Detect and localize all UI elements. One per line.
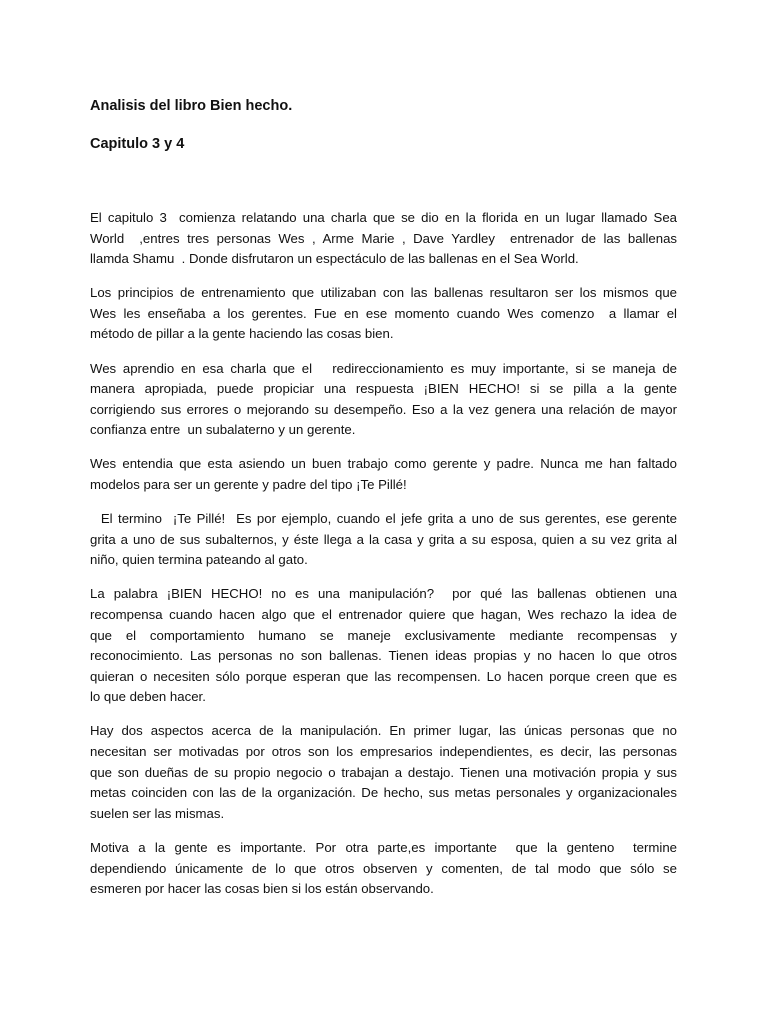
body-paragraph: [90, 454, 677, 495]
paragraph-line: Los principios de entrenamiento que utilizaban con las ballenas resultaron ser los mismos que: [90, 285, 677, 301]
paragraph-line: que el comportamiento humano se maneje exclusivamente mediante recompensas y: [90, 627, 677, 643]
paragraph-line: Wes entendia que esta asiendo un buen trabajo como gerente y padre. Nunca me han faltado: [90, 456, 677, 472]
paragraph-line: metas coinciden con las de la organización. De hecho, sus metas personales y organizacionales: [90, 785, 677, 801]
paragraph-line: Hay dos aspectos acerca de la manipulación. En primer lugar, las únicas personas que no: [90, 723, 677, 739]
paragraph-line: quieran o necesiten sólo porque esperan que las recompensen. Lo hacen porque creen que es: [90, 668, 677, 684]
body-paragraph: [90, 208, 677, 270]
paragraph-line: El termino ¡Te Pillé! Es por ejemplo, cuando el jefe grita a uno de sus gerentes, ese gerente: [90, 511, 677, 527]
paragraph-line: dependiendo únicamente de lo que otros observen y comenten, de tal modo que sólo se: [90, 860, 677, 876]
paragraph-line: Motiva a la gente es importante. Por otra parte,es importante que la genteno termine: [90, 839, 677, 855]
paragraph-line: llamda Shamu . Donde disfrutaron un espectáculo de las ballenas en el Sea World.: [90, 251, 579, 267]
paragraph-line: Wes les enseñaba a los gerentes. Fue en ese momento cuando Wes comenzo a llamar el: [90, 305, 677, 321]
paragraph-line: World ,entres tres personas Wes , Arme Marie , Dave Yardley entrenador de las ballenas: [90, 230, 677, 246]
paragraph-line: necesitan ser motivadas por otros son los empresarios independientes, es decir, las personas: [90, 744, 677, 760]
body-paragraph: [90, 509, 677, 571]
document-body: [90, 208, 677, 913]
paragraph-line: La palabra ¡BIEN HECHO! no es una manipulación? por qué las ballenas obtienen una: [90, 586, 677, 602]
paragraph-line: niño, quien termina pateando al gato.: [90, 552, 308, 568]
document-title: Analisis del libro Bien hecho.: [90, 98, 293, 114]
body-paragraph: [90, 838, 677, 900]
paragraph-line: esmeren por hacer las cosas bien si los están observando.: [90, 881, 434, 897]
paragraph-line: confianza entre un subalaterno y un gerente.: [90, 422, 356, 438]
body-paragraph: [90, 721, 677, 824]
paragraph-line: El capitulo 3 comienza relatando una charla que se dio en la florida en un lugar llamado Sea: [90, 210, 677, 225]
body-paragraph: [90, 359, 677, 441]
paragraph-line: suelen ser las mismas.: [90, 805, 225, 821]
chapter-heading: Capitulo 3 y 4: [90, 136, 185, 152]
body-paragraph: [90, 584, 677, 708]
paragraph-line: Wes aprendio en esa charla que el redireccionamiento es muy importante, si se maneja de: [90, 360, 677, 376]
paragraph-line: recompensa cuando hacen algo que el entrenador quiere que hagan, Wes rechazo la idea de: [90, 607, 677, 622]
paragraph-line: corrigiendo sus errores o mejorando su desempeño. Eso a la vez genera una relación de mayor: [90, 401, 677, 417]
paragraph-line: lo que deben hacer.: [90, 689, 206, 705]
paragraph-line: grita a uno de sus subalternos, y éste llega a la casa y grita a su esposa, quien a su vez grita al: [90, 531, 677, 547]
paragraph-line: método de pillar a la gente haciendo las cosas bien.: [90, 326, 394, 342]
paragraph-line: reconocimiento. Las personas no son ballenas. Tienen ideas propias y no hacen lo que otros: [90, 648, 677, 664]
paragraph-line: manera apropiada, puede propiciar una respuesta ¡BIEN HECHO! si se pilla a la gente: [90, 381, 677, 397]
body-paragraph: [90, 283, 677, 345]
paragraph-line: que son dueñas de su propio negocio o trabajan a destajo. Tienen una motivación propia y sus: [90, 764, 677, 780]
paragraph-line: modelos para ser un gerente y padre del tipo ¡Te Pillé!: [90, 477, 407, 493]
